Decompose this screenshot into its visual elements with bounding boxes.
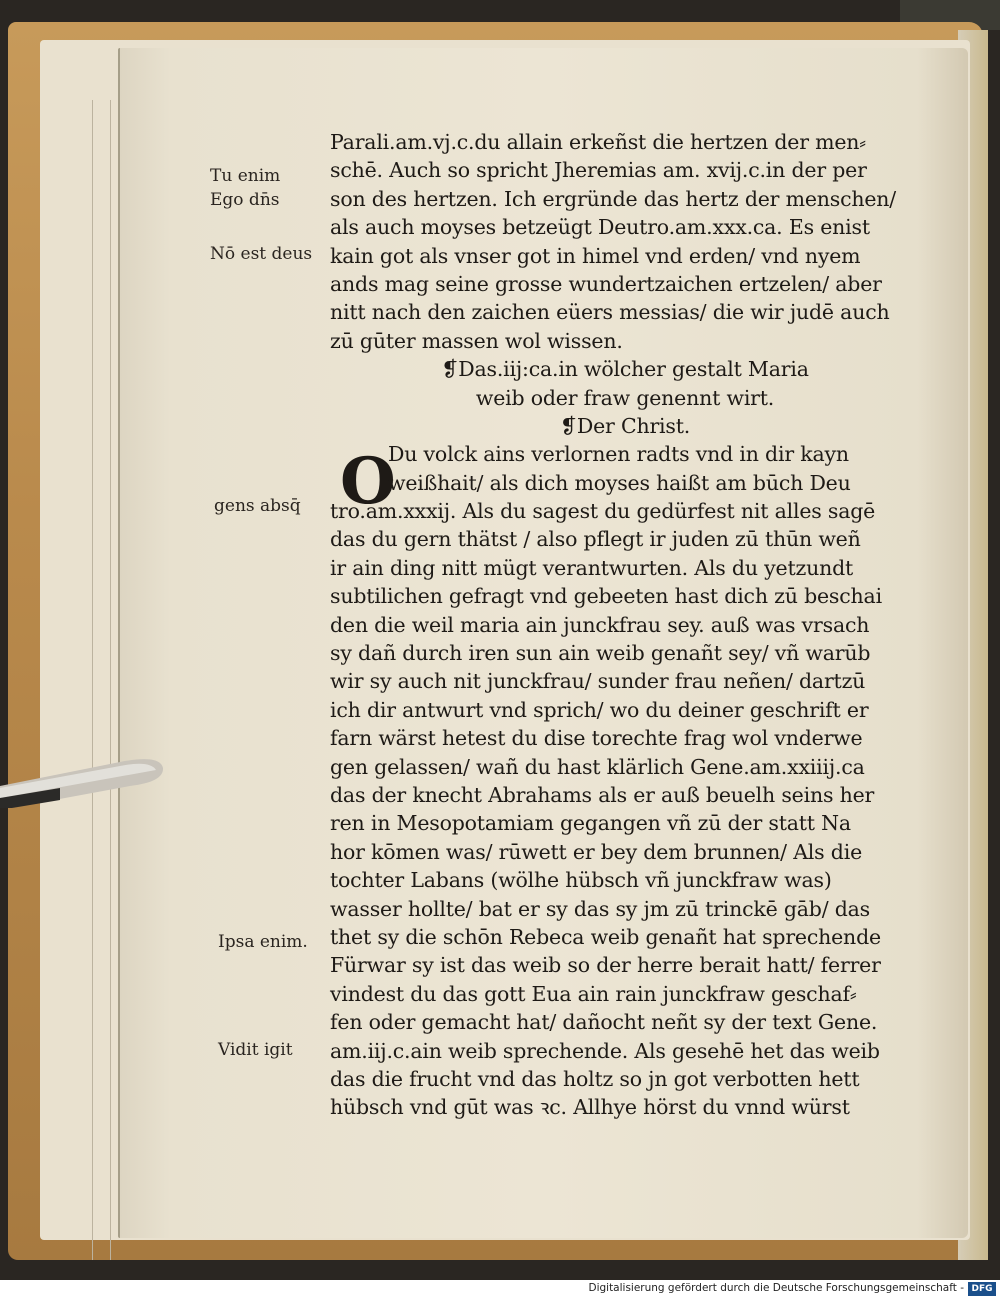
text-line: ren in Mesopotamiam gegangen vñ zū der statt Na	[330, 811, 851, 836]
chapter-heading: ❡Das.iij:ca.in wölcher gestalt Maria	[441, 357, 809, 382]
text-line: tro.am.xxxij. Als du sagest du gedürfest nit alles sagē	[330, 499, 876, 524]
marginal-note: Ipsa enim.	[218, 932, 308, 952]
text-line: gen gelassen/ wañ du hast klärlich Gene.am.xxiiij.ca	[330, 754, 865, 779]
text-line: Fürwar sy ist das weib so der herre berait hatt/ ferrer	[330, 953, 881, 978]
text-line: das die frucht vnd das holtz so jn got verbotten hett	[330, 1066, 860, 1091]
text-line: zū gūter massen wol wissen.	[330, 328, 623, 353]
text-line: das du gern thätst / also pflegt ir juden zū thūn weñ	[330, 527, 861, 552]
text-line: vindest du das gott Eua ain rain junckfraw geschaf⸗	[330, 981, 857, 1006]
main-text	[330, 128, 897, 1122]
text-line: schē. Auch so spricht Jheremias am. xvij.c.in der per	[330, 158, 867, 183]
text-line: hübsch vnd gūt was ꝛc. Allhye hörst du vnnd würst	[330, 1095, 850, 1120]
marginal-note: Nō est deus	[210, 244, 313, 264]
page-pointer	[0, 748, 170, 808]
text-line: ands mag seine grosse wundertzaichen ertzelen/ aber	[330, 271, 882, 296]
text-line: thet sy die schōn Rebeca weib genañt hat sprechende	[330, 924, 881, 949]
text-line: als auch moyses betzeügt Deutro.am.xxx.ca. Es enist	[330, 215, 870, 240]
text-line: weißhait/ als dich moyses haißt am būch Deu	[388, 470, 851, 495]
text-line: kain got als vnser got in himel vnd erden/ vnd nyem	[330, 243, 861, 268]
marginal-note: Ego dn̄s	[210, 190, 280, 210]
text-line: das der knecht Abrahams als er auß beuelh seins her	[330, 782, 875, 807]
text-line: tochter Labans (wölhe hübsch vñ junckfraw was)	[330, 868, 832, 893]
text-line: Parali.am.vj.c.du allain erkeñst die hertzen der men⸗	[330, 130, 866, 154]
text-line: am.iij.c.ain weib sprechende. Als gesehē het das weib	[330, 1038, 880, 1063]
text-line: son des hertzen. Ich ergründe das hertz der menschen/	[330, 186, 897, 211]
speaker-label: ❡Der Christ.	[559, 413, 691, 438]
text-line: hor kōmen was/ rūwett er bey dem brunnen/ Als die	[330, 839, 863, 864]
page-edge-strip	[82, 100, 93, 1260]
funding-credit: Digitalisierung gefördert durch die Deutsche Forschungsgemeinschaft -	[588, 1282, 964, 1294]
text-line: nitt nach den zaichen eüers messias/ die wir judē auch	[330, 300, 890, 325]
text-line: subtilichen gefragt vnd gebeeten hast dich zū beschai	[330, 584, 882, 609]
marginal-note: gens absq̄	[214, 496, 301, 516]
decorated-initial: O	[340, 444, 396, 519]
text-line: wir sy auch nit junckfrau/ sunder frau neñen/ dartzū	[330, 669, 866, 694]
text-line: fen oder gemacht hat/ dañocht neñt sy der text Gene.	[330, 1010, 878, 1035]
footer-bar	[0, 1280, 1000, 1299]
chapter-heading: weib oder fraw genennt wirt.	[475, 385, 775, 410]
text-line: wasser hollte/ bat er sy das sy jm zū trinckē gāb/ das	[330, 896, 871, 921]
marginal-note: Vidit igit	[218, 1040, 293, 1060]
page-edge-strip	[98, 100, 111, 1260]
text-line: den die weil maria ain junckfrau sey. auß was vrsach	[330, 612, 870, 637]
text-line: ich dir antwurt vnd sprich/ wo du deiner geschrift er	[330, 697, 869, 722]
text-line: Du volck ains verlornen radts vnd in dir kayn	[388, 442, 849, 467]
dfg-logo: DFG	[968, 1282, 996, 1296]
marginal-note: Tu enim	[210, 166, 281, 186]
text-line: ir ain ding nitt mügt verantwurten. Als du yetzundt	[330, 555, 854, 580]
text-line: farn wärst hetest du dise torechte frag wol vnderwe	[330, 726, 863, 751]
text-line: sy dañ durch iren sun ain weib genañt sey/ vñ warūb	[330, 641, 871, 666]
